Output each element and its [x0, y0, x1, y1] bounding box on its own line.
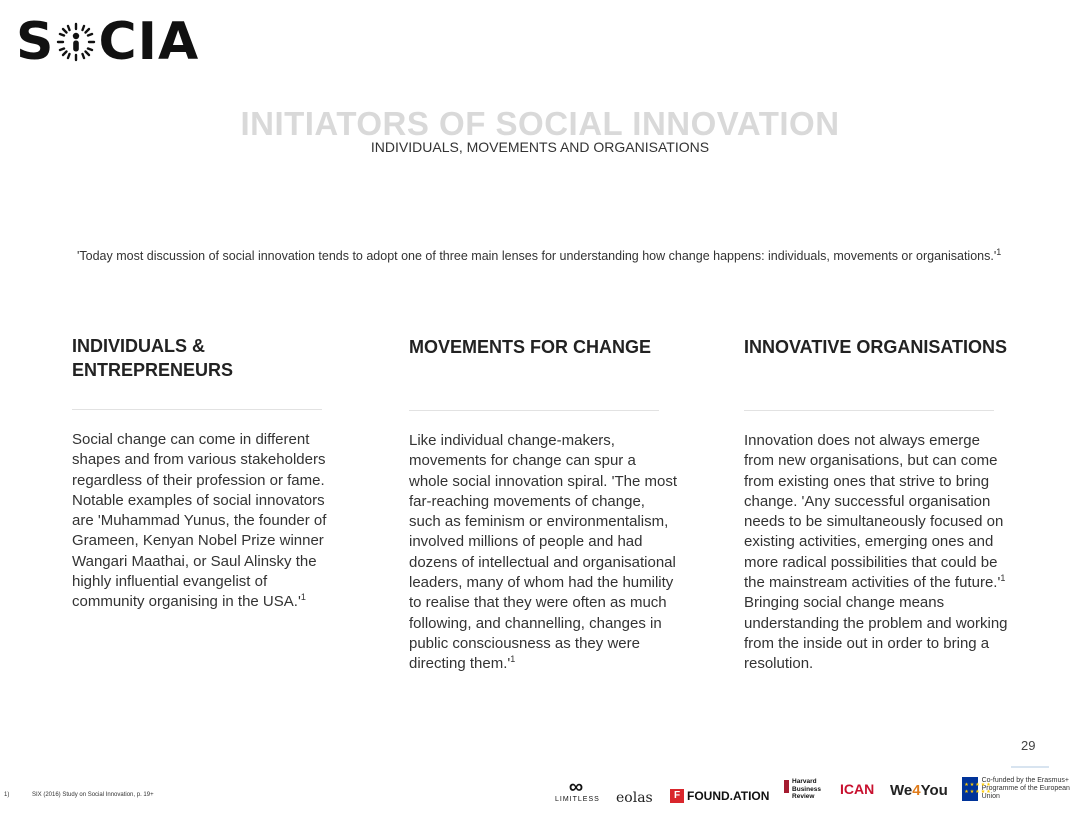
column-heading: INNOVATIVE ORGANISATIONS [744, 337, 1008, 357]
page-number: 29 [1021, 738, 1036, 753]
logo-letter-s: S [16, 12, 55, 72]
intro-quote-text: 'Today most discussion of social innovation tends to adopt one of three main lenses for understanding how change happens: individuals, movements or organisations.' [77, 249, 997, 263]
column-organisations [744, 335, 1014, 673]
column-individuals [72, 334, 342, 611]
column-body-text: Innovation does not always emerge from new organisations, but can come from existing ones that strive to bring change. 'Any successful organisation needs to be simultaneously focused on existing activities, emerging ones and more radical possibilities that could be the mainstream activities of the future.' [744, 432, 1004, 592]
foundation-mark-icon: F [670, 789, 684, 803]
infinity-icon: ∞ [568, 776, 584, 798]
logo-person-sun-icon [56, 22, 96, 62]
logo-letters-cia: CIA [98, 12, 200, 72]
page-subtitle: INDIVIDUALS, MOVEMENTS AND ORGANISATIONS [370, 139, 710, 155]
partner-label: ICAN [840, 781, 875, 797]
we4you-four: 4 [912, 782, 921, 799]
socia-logo [16, 14, 199, 70]
we4you-part: You [920, 782, 948, 799]
partner-logo-eolas: eolas [616, 790, 653, 806]
column-body-text: Like individual change-makers, movements for change can spur a whole social innovation spiral. 'The most far-reaching movements of change, such as feminism or environmentalism, involved millions of people and had dozens of intellectual and organisational leaders, many of whom had the humility to realise that they were often as much following, and channelling, changes in public consciousness as they were directing them.' [409, 432, 677, 673]
eu-flag-icon [962, 777, 992, 801]
column-body [409, 431, 679, 675]
column-divider [409, 410, 659, 411]
partner-logo-hbr [784, 778, 832, 806]
partner-logo-we4you [890, 777, 956, 805]
column-body [72, 430, 342, 613]
intro-quote [77, 246, 1027, 264]
footnote-ref: 1 [1000, 573, 1006, 584]
column-divider [72, 409, 322, 410]
eu-stars: ★★★★★ ★★★★★ [964, 782, 992, 795]
partner-label: FOUND.ATION [687, 789, 770, 803]
footnote-text: SIX (2016) Study on Social Innovation, p. 19+ [32, 792, 154, 798]
column-body-text: Social change can come in different shapes and from various stakeholders regardless of their profession or fame. Notable examples of social innovators are 'Muhammad Yunus, the founder of Grameen, Kenyan Nobel Prize winner Wangari Maathai, or Saul Alinsky the highly influential evangelist of community organising in the USA.' [72, 431, 327, 611]
column-heading: MOVEMENTS FOR CHANGE [409, 337, 652, 357]
partner-logo-foundation [670, 782, 772, 810]
column-body [744, 431, 1014, 675]
column-heading: INDIVIDUALS & ENTREPRENEURS [72, 336, 234, 380]
partner-label: LIMITLESS [555, 796, 600, 803]
page-title: INITIATORS OF SOCIAL INNOVATION [240, 105, 840, 142]
column-body-text-continued: Bringing social change means understanding the problem and working from the inside out in order to bring a resolution. [744, 594, 1008, 673]
footnote-ref: 1 [300, 592, 306, 603]
footnote-number: 1) [4, 792, 10, 798]
column-movements [409, 335, 679, 673]
partner-logo-erasmus [962, 777, 1078, 805]
harvard-shield-icon [784, 780, 789, 793]
partner-logo-limitless [555, 776, 600, 806]
partner-label: Harvard Business Review [792, 778, 821, 800]
column-divider [744, 410, 994, 411]
page-number-underline [1011, 766, 1049, 768]
partner-logo-ican [840, 778, 876, 806]
we4you-part: We [890, 782, 913, 799]
partner-label: Co-funded by the Erasmus+ Programme of the European Union [981, 777, 1070, 800]
footnote-ref: 1 [510, 654, 516, 665]
intro-footnote-ref: 1 [996, 246, 1002, 257]
